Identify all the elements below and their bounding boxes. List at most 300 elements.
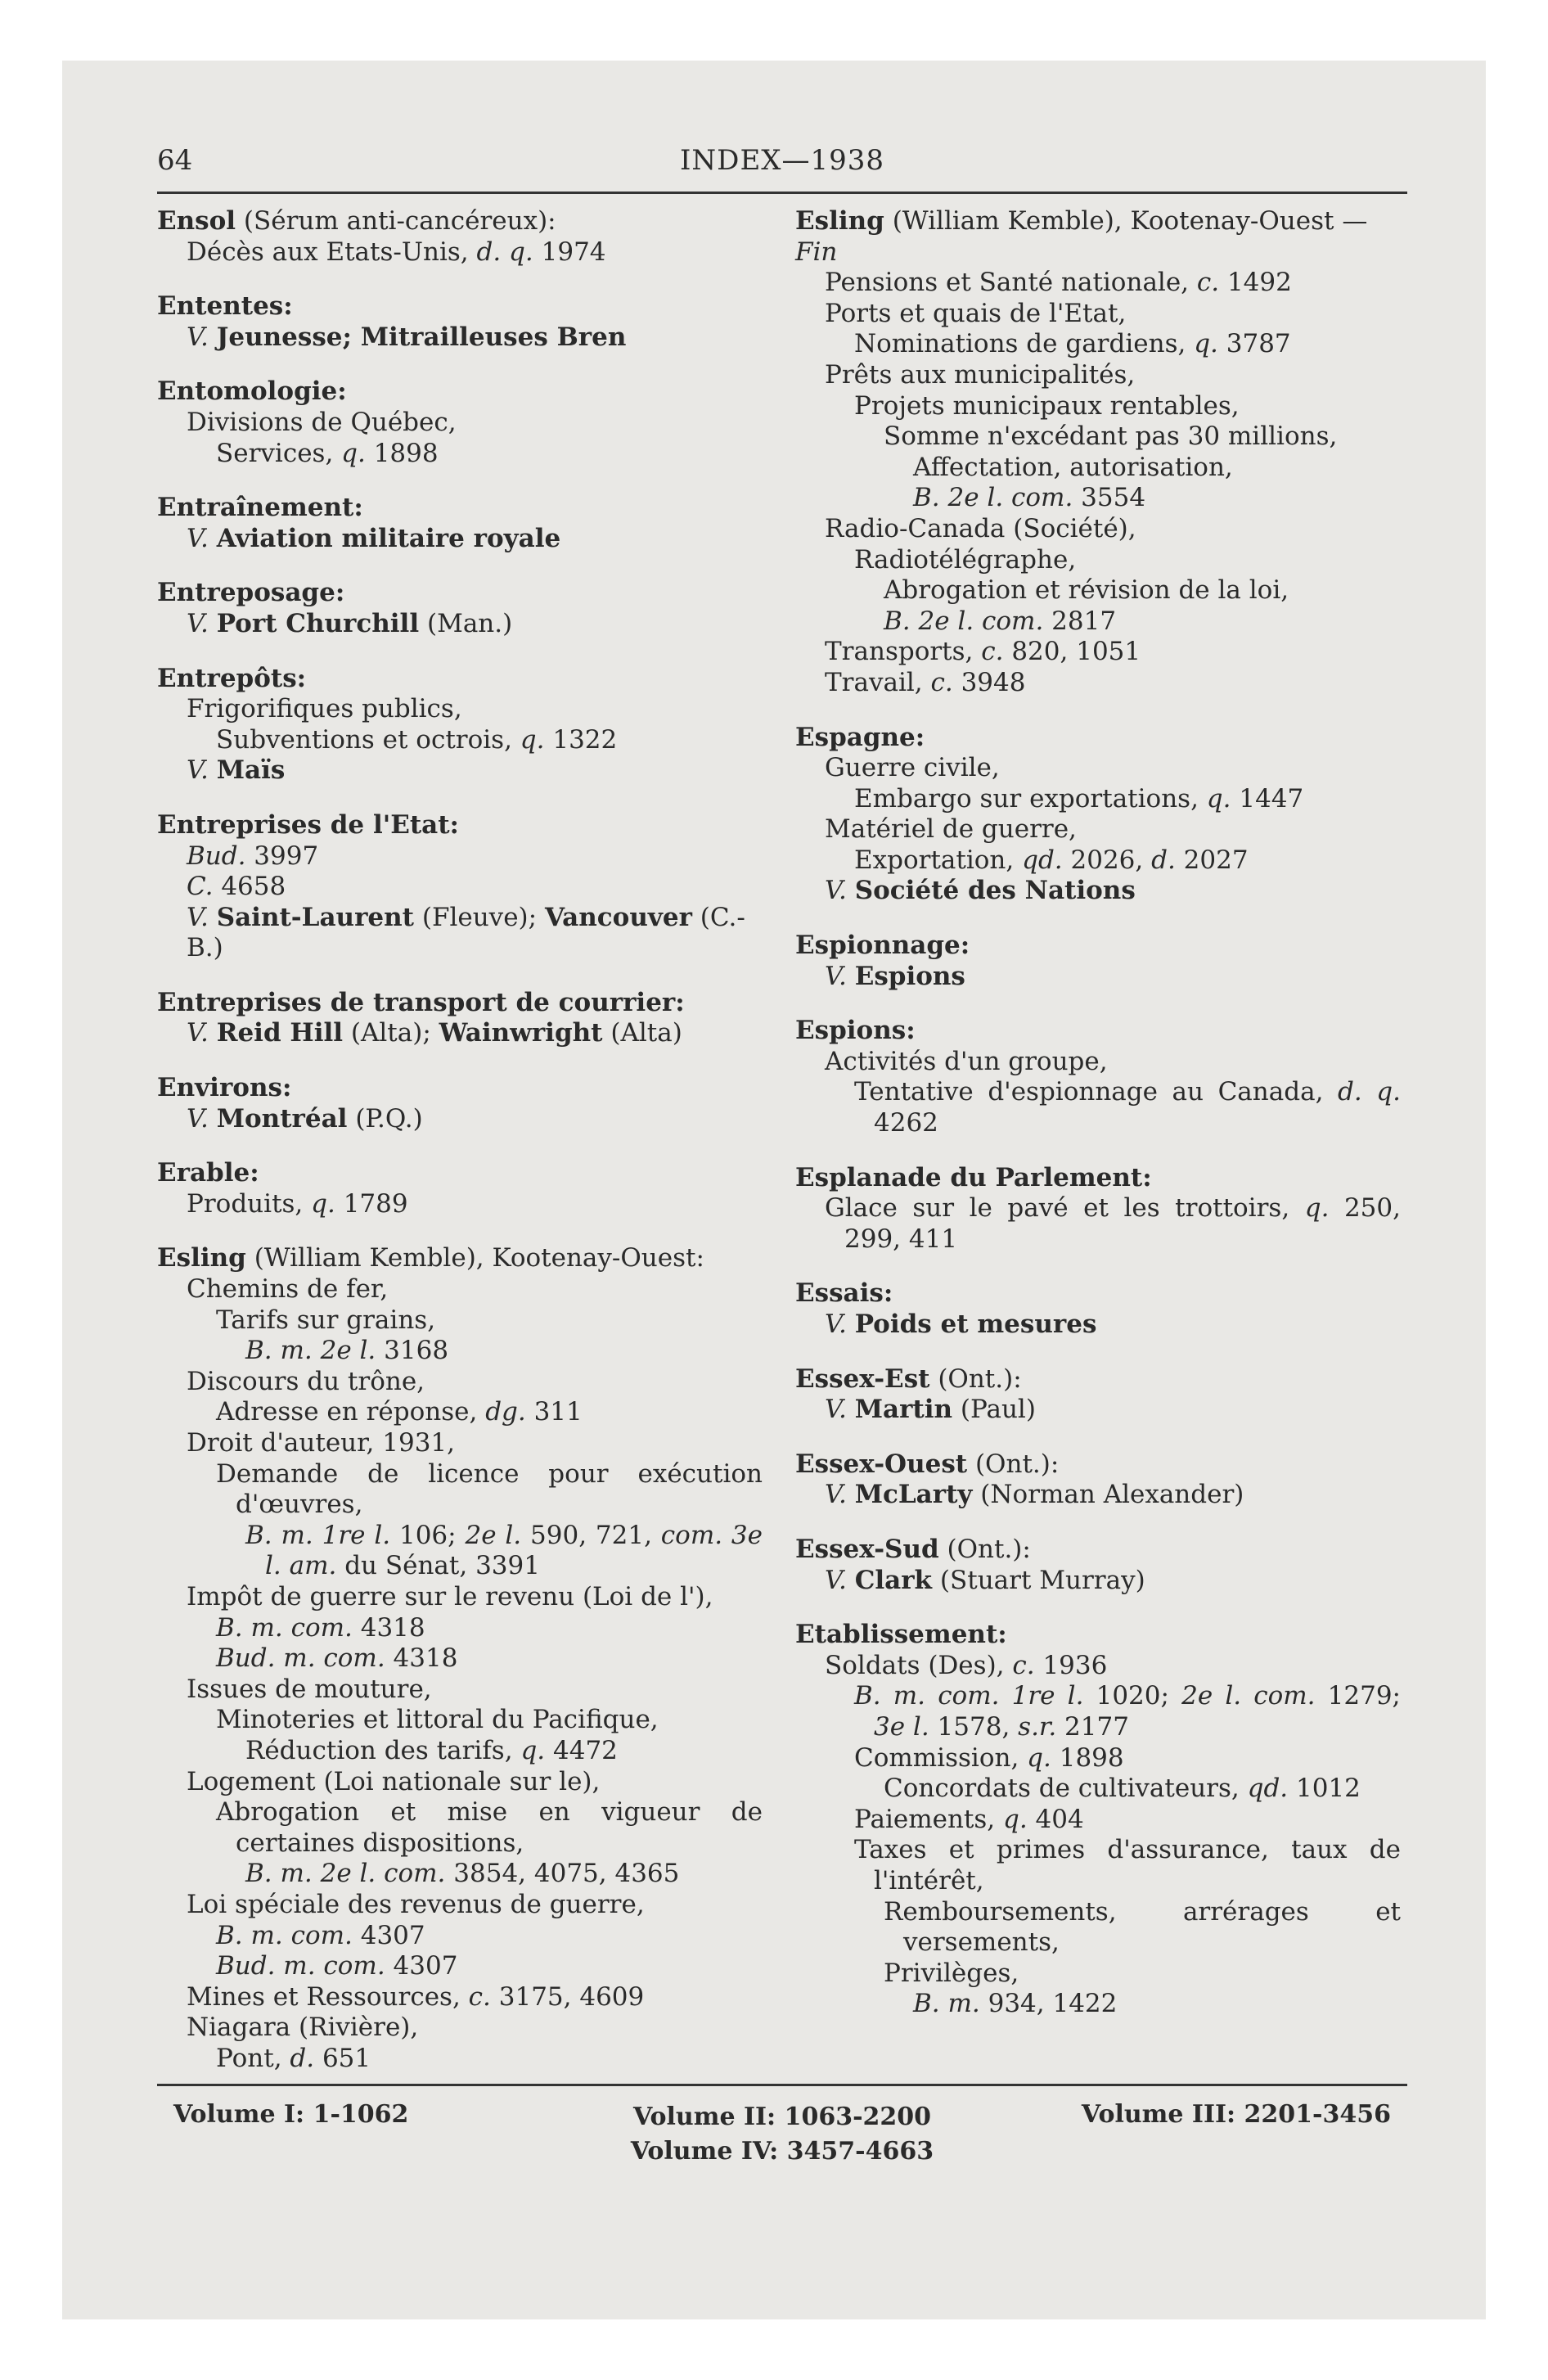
entry-text: Matériel de guerre, — [825, 814, 1077, 845]
index-entry — [157, 1243, 763, 2074]
entry-text: 4307 — [352, 1920, 425, 1950]
entry-text: Projets municipaux rentables, — [854, 390, 1240, 421]
entry-heading — [795, 1364, 1401, 1395]
entry-text: Soldats (Des), — [825, 1650, 1013, 1680]
volume-2-range: Volume II: 1063-2200 — [632, 2103, 932, 2131]
index-entry — [795, 1620, 1401, 2020]
entry-text: 2026, — [1062, 845, 1152, 875]
entry-text — [847, 962, 855, 991]
heading-term: Ensol — [157, 206, 236, 236]
entry-text: Droit d'auteur, 1931, — [187, 1428, 456, 1458]
subentry-line — [795, 1897, 1401, 1959]
italic-abbrev: V. — [187, 1103, 209, 1134]
index-entry — [795, 1449, 1401, 1511]
see-also-line — [795, 876, 1401, 907]
entry-text: 1020; — [1083, 1681, 1182, 1711]
italic-abbrev: B. m. com. — [216, 1920, 353, 1950]
entry-text: 1578, — [929, 1711, 1019, 1742]
entry-text: Pensions et Santé nationale, — [825, 268, 1197, 298]
entry-text: Paiements, — [854, 1804, 1003, 1834]
subentry-line — [157, 1274, 763, 1305]
volume-3-range: Volume III: 2201-3456 — [1081, 2100, 1391, 2129]
entry-text: 1974 — [533, 237, 606, 267]
entry-text: 1279; — [1315, 1681, 1402, 1711]
entry-text: 4658 — [213, 872, 286, 902]
entry-text — [209, 524, 217, 553]
italic-abbrev: c. — [930, 667, 953, 697]
italic-abbrev: V. — [825, 1309, 847, 1339]
heading-term: Esling — [157, 1243, 246, 1273]
italic-abbrev: Bud. m. com. — [216, 1643, 385, 1674]
index-entry — [157, 578, 763, 639]
entry-text: Glace sur le pavé et les trottoirs, — [825, 1193, 1305, 1224]
entry-text: 1898 — [365, 438, 439, 468]
heading-term: Ententes: — [157, 291, 293, 322]
entry-text: Remboursements, arrérages et versements, — [884, 1896, 1401, 1958]
entry-text: Prêts aux municipalités, — [825, 359, 1136, 390]
entry-text: 4318 — [352, 1612, 425, 1643]
entry-text: 404 — [1027, 1804, 1084, 1834]
index-entry — [157, 1073, 763, 1134]
see-also-line — [795, 1309, 1401, 1341]
entry-text: 934, 1422 — [979, 1989, 1118, 2019]
entry-text: (Man.) — [419, 608, 513, 638]
italic-abbrev: V. — [825, 1395, 847, 1425]
index-entry — [157, 1158, 763, 1219]
entry-text: 3997 — [245, 841, 319, 871]
subentry-line — [157, 237, 763, 268]
entry-text — [209, 322, 217, 352]
heading-term: Environs: — [157, 1073, 292, 1103]
entry-text: Demande de licence pour exécution d'œuvres, — [216, 1458, 763, 1520]
entry-text: (Stuart Murray) — [932, 1565, 1145, 1595]
subentry-line — [157, 1951, 763, 1982]
entry-heading — [157, 1158, 763, 1189]
index-column-right — [795, 206, 1401, 2044]
entry-text: 3854, 4075, 4365 — [445, 1859, 680, 1889]
page-number: 64 — [157, 144, 193, 177]
entry-text: Impôt de guerre sur le revenu (Loi de l'), — [187, 1581, 713, 1611]
entry-text: Tarifs sur grains, — [216, 1305, 436, 1335]
volume-4-range: Volume IV: 3457-4663 — [630, 2137, 934, 2166]
italic-abbrev: B. m. com. 1re l. — [854, 1681, 1084, 1711]
entry-text: 590, 721, — [521, 1520, 661, 1550]
entry-text — [209, 609, 217, 638]
see-also-line — [795, 1395, 1401, 1426]
italic-abbrev: V. — [187, 755, 209, 786]
italic-abbrev: q. — [1206, 783, 1231, 814]
entry-text: Exportation, — [854, 845, 1023, 875]
subentry-line — [157, 408, 763, 439]
index-entry — [795, 1163, 1401, 1255]
see-also-line — [157, 755, 763, 787]
heading-note: (Ont.): — [967, 1449, 1060, 1479]
entry-text: 4307 — [385, 1951, 458, 1981]
entry-text: 250, 299, 411 — [844, 1193, 1401, 1254]
entry-text: 106; — [390, 1520, 466, 1550]
index-entry — [157, 810, 763, 964]
entry-text: Tentative d'espionnage au Canada, — [854, 1077, 1339, 1107]
italic-abbrev: q. — [520, 724, 545, 755]
index-entry — [157, 206, 763, 268]
subentry-line — [157, 725, 763, 756]
entry-text: 1322 — [544, 724, 618, 755]
header-rule — [157, 192, 1407, 194]
see-also-line — [795, 1480, 1401, 1511]
entry-text: 1789 — [335, 1188, 408, 1219]
italic-abbrev: 2e l. com. — [1181, 1681, 1316, 1711]
italic-abbrev: c. — [1012, 1650, 1035, 1680]
entry-text: (P.Q.) — [347, 1103, 423, 1134]
italic-abbrev: B. m. 2e l. — [245, 1336, 376, 1366]
entry-heading — [157, 291, 763, 322]
entry-text: Concordats de cultivateurs, — [884, 1774, 1248, 1804]
entry-text — [209, 903, 217, 932]
entry-text: 1492 — [1219, 268, 1292, 298]
italic-abbrev: d. q. — [476, 237, 533, 267]
subentry-line — [795, 1959, 1401, 1990]
subentry-line — [157, 1397, 763, 1428]
entry-text: Abrogation et mise en vigueur de certaines dispositions, — [216, 1797, 763, 1858]
entry-heading — [795, 931, 1401, 962]
italic-abbrev: B. 2e l. com. — [913, 483, 1073, 513]
cross-reference: Saint-Laurent — [216, 902, 414, 932]
subentry-line — [795, 1989, 1401, 2020]
heading-note-italic: Fin — [795, 237, 838, 267]
entry-text: 3175, 4609 — [490, 1981, 645, 2012]
subentry-line — [157, 1767, 763, 1798]
entry-text: Niagara (Rivière), — [187, 2013, 419, 2043]
entry-text: 3787 — [1217, 329, 1291, 359]
entry-text — [847, 1309, 855, 1339]
entry-text: Ports et quais de l'Etat, — [825, 298, 1127, 328]
entry-text: Nominations de gardiens, — [854, 329, 1195, 359]
heading-term: Erable: — [157, 1158, 259, 1188]
subentry-line — [157, 1859, 763, 1890]
subentry-line — [795, 483, 1401, 514]
entry-heading — [157, 578, 763, 609]
subentry-line — [795, 268, 1401, 299]
subentry-line — [157, 2013, 763, 2044]
entry-text: Chemins de fer, — [187, 1274, 389, 1305]
entry-heading — [157, 493, 763, 524]
see-also-line — [157, 1018, 763, 1049]
italic-abbrev: c. — [1196, 268, 1220, 298]
entry-heading — [795, 1449, 1401, 1481]
italic-abbrev: Bud. m. com. — [216, 1951, 385, 1981]
subentry-line — [157, 1736, 763, 1767]
entry-text — [209, 1104, 217, 1134]
italic-abbrev: qd. — [1022, 845, 1063, 875]
heading-term: Entreposage: — [157, 578, 345, 608]
cross-reference: Port Churchill — [216, 608, 420, 638]
heading-term: Entreprises de transport de courrier: — [157, 987, 685, 1017]
index-entry — [795, 1278, 1401, 1340]
entry-heading — [157, 206, 763, 237]
entry-text: Minoteries et littoral du Pacifique, — [216, 1705, 659, 1735]
heading-term: Entraînement: — [157, 493, 363, 523]
subentry-line — [795, 753, 1401, 784]
subentry-line — [157, 1305, 763, 1336]
index-entry — [157, 664, 763, 787]
heading-term: Esplanade du Parlement: — [795, 1162, 1152, 1192]
entry-text: Subventions et octrois, — [216, 724, 520, 755]
entry-text: 1012 — [1288, 1774, 1361, 1804]
entry-text: Frigorifiques publics, — [187, 694, 462, 724]
entry-text: Décès aux Etats-Unis, — [187, 237, 477, 267]
cross-reference: McLarty — [854, 1480, 973, 1510]
see-also-line — [157, 903, 763, 964]
see-also-line — [157, 609, 763, 640]
entry-heading — [795, 1016, 1401, 1047]
entry-text: 820, 1051 — [1003, 637, 1141, 667]
italic-abbrev: q. — [311, 1188, 335, 1219]
entry-text: Privilèges, — [884, 1958, 1019, 1988]
subentry-line — [157, 439, 763, 470]
subentry-line — [157, 1428, 763, 1459]
entry-text: 4262 — [874, 1108, 938, 1138]
subentry-line — [795, 453, 1401, 484]
entry-text: Pont, — [216, 2043, 290, 2073]
index-entry — [157, 988, 763, 1049]
italic-abbrev: c. — [468, 1981, 491, 2012]
heading-term: Espionnage: — [795, 931, 970, 961]
entry-text: 3948 — [952, 667, 1026, 697]
cross-reference: Maïs — [216, 755, 286, 786]
entry-text: Activités d'un groupe, — [825, 1046, 1108, 1076]
entry-text: (Norman Alexander) — [972, 1480, 1244, 1510]
subentry-line — [157, 1890, 763, 1921]
entry-text: 2027 — [1175, 845, 1249, 875]
entry-text — [209, 1018, 217, 1048]
entry-text: Commission, — [854, 1742, 1028, 1773]
heading-note: (Ont.): — [929, 1364, 1022, 1394]
subentry-line — [795, 391, 1401, 422]
entry-text: Réduction des tarifs, — [245, 1735, 521, 1765]
italic-abbrev: V. — [187, 902, 209, 932]
subentry-line — [157, 694, 763, 725]
see-also-line — [157, 322, 763, 354]
subentry-line — [795, 1651, 1401, 1682]
cross-reference: Wainwright — [439, 1018, 603, 1048]
italic-abbrev: B. m. — [913, 1989, 980, 2019]
entry-text: Logement (Loi nationale sur le), — [187, 1766, 601, 1796]
volume-1-range: Volume I: 1-1062 — [173, 2100, 409, 2129]
subentry-line — [157, 1643, 763, 1675]
entry-heading — [157, 1073, 763, 1104]
index-entry — [795, 206, 1401, 699]
subentry-line — [795, 299, 1401, 330]
subentry-line — [795, 514, 1401, 545]
entry-heading — [795, 206, 1401, 268]
subentry-line — [795, 545, 1401, 576]
index-entry — [795, 1364, 1401, 1426]
entry-text: Issues de mouture, — [187, 1674, 432, 1704]
entry-text: Loi spéciale des revenus de guerre, — [187, 1889, 645, 1919]
index-column-left — [157, 206, 763, 2098]
cross-reference: Martin — [854, 1395, 953, 1425]
italic-abbrev: q. — [1003, 1804, 1028, 1834]
italic-abbrev: B. m. 1re l. — [245, 1520, 391, 1550]
entry-text — [847, 1480, 855, 1509]
entry-text: 1898 — [1051, 1742, 1124, 1773]
italic-abbrev: s.r. — [1018, 1711, 1057, 1742]
see-also-line — [157, 1104, 763, 1135]
entry-text: Services, — [216, 438, 342, 468]
heading-note: (Sérum anti-cancéreux): — [236, 206, 556, 236]
subentry-line — [795, 845, 1401, 877]
italic-abbrev: B. m. com. — [216, 1612, 353, 1643]
index-entry — [795, 1535, 1401, 1596]
subentry-line — [157, 1521, 763, 1582]
italic-abbrev: d. — [290, 2043, 315, 2073]
subentry-line — [795, 1774, 1401, 1805]
italic-abbrev: V. — [825, 876, 847, 906]
italic-abbrev: d. — [1151, 845, 1176, 875]
italic-abbrev: dg. — [485, 1397, 526, 1427]
subentry-line — [795, 1193, 1401, 1255]
entry-heading — [795, 1278, 1401, 1309]
italic-abbrev: com. 3e l. am. — [265, 1520, 763, 1581]
entry-text: Radio-Canada (Société), — [825, 513, 1136, 543]
entry-text: 3168 — [376, 1336, 449, 1366]
entry-heading — [795, 1535, 1401, 1566]
entry-text: Abrogation et révision de la loi, — [884, 575, 1289, 606]
italic-abbrev: q. — [1027, 1742, 1051, 1773]
entry-text — [209, 755, 217, 785]
entry-text: (Paul) — [952, 1395, 1036, 1425]
entry-text: (Alta) — [602, 1018, 682, 1048]
entry-text — [847, 1566, 855, 1595]
heading-note: (William Kemble), Kootenay-Ouest — — [884, 206, 1368, 236]
index-entry — [157, 493, 763, 554]
entry-text: (C.-B.) — [187, 902, 745, 963]
entry-text: Produits, — [187, 1188, 312, 1219]
italic-abbrev: B. m. 2e l. com. — [245, 1859, 446, 1889]
entry-heading — [795, 1620, 1401, 1651]
italic-abbrev: d. q. — [1338, 1077, 1401, 1107]
entry-text: 4472 — [545, 1735, 618, 1765]
entry-text: 651 — [314, 2043, 371, 2073]
index-entry — [157, 376, 763, 469]
page-title: INDEX—1938 — [680, 144, 884, 177]
subentry-line — [795, 575, 1401, 606]
page-header — [157, 139, 1407, 188]
see-also-line — [795, 1566, 1401, 1597]
entry-text: (Alta); — [343, 1018, 439, 1048]
entry-text: Transports, — [825, 637, 982, 667]
index-entry — [795, 723, 1401, 908]
entry-text: 1936 — [1034, 1650, 1108, 1680]
subentry-line — [157, 1797, 763, 1859]
subentry-line — [795, 1835, 1401, 1896]
subentry-line — [795, 1681, 1401, 1742]
entry-text: 311 — [525, 1397, 583, 1427]
heading-term: Essex-Est — [795, 1364, 930, 1394]
italic-abbrev: V. — [187, 608, 209, 638]
entry-heading — [157, 810, 763, 841]
subentry-line — [157, 872, 763, 903]
heading-term: Essex-Ouest — [795, 1449, 968, 1479]
entry-heading — [795, 1163, 1401, 1194]
entry-heading — [157, 988, 763, 1019]
subentry-line — [795, 606, 1401, 638]
subentry-line — [157, 1336, 763, 1367]
subentry-line — [795, 421, 1401, 453]
italic-abbrev: V. — [825, 961, 847, 991]
subentry-line — [795, 1743, 1401, 1774]
subentry-line — [157, 1367, 763, 1398]
entry-text: Guerre civile, — [825, 753, 1000, 783]
heading-note: (Ont.): — [938, 1534, 1031, 1564]
subentry-line — [157, 841, 763, 872]
subentry-line — [157, 2044, 763, 2075]
subentry-line — [795, 1077, 1401, 1138]
italic-abbrev: qd. — [1247, 1774, 1289, 1804]
index-entry — [795, 931, 1401, 992]
heading-term: Essex-Sud — [795, 1534, 939, 1564]
italic-abbrev: V. — [825, 1480, 847, 1510]
heading-note: (William Kemble), Kootenay-Ouest: — [245, 1243, 704, 1273]
cross-reference: Montréal — [216, 1103, 348, 1134]
subentry-line — [795, 1047, 1401, 1078]
subentry-line — [795, 637, 1401, 668]
entry-text: Discours du trône, — [187, 1366, 425, 1396]
italic-abbrev: B. 2e l. com. — [884, 606, 1044, 636]
cross-reference: Reid Hill — [216, 1018, 344, 1048]
index-entry — [157, 291, 763, 353]
entry-text: 1447 — [1231, 783, 1304, 814]
subentry-line — [157, 1921, 763, 1952]
subentry-line — [795, 329, 1401, 360]
heading-term: Esling — [795, 206, 884, 236]
entry-text: du Sénat, 3391 — [336, 1551, 540, 1581]
heading-term: Espagne: — [795, 722, 925, 752]
entry-text: Adresse en réponse, — [216, 1397, 486, 1427]
italic-abbrev: V. — [187, 322, 209, 352]
italic-abbrev: V. — [825, 1565, 847, 1595]
cross-reference: Poids et mesures — [854, 1309, 1097, 1339]
subentry-line — [157, 1675, 763, 1706]
entry-text — [847, 876, 855, 905]
heading-term: Etablissement: — [795, 1620, 1007, 1650]
italic-abbrev: 3e l. — [874, 1711, 929, 1742]
entry-text: (Fleuve); — [414, 902, 545, 932]
entry-heading — [795, 723, 1401, 754]
entry-text: Mines et Ressources, — [187, 1981, 469, 2012]
italic-abbrev: q. — [1304, 1193, 1330, 1224]
footer-rule — [157, 2084, 1407, 2086]
subentry-line — [795, 360, 1401, 391]
subentry-line — [795, 784, 1401, 815]
entry-text: Travail, — [825, 667, 931, 697]
heading-term: Entreprises de l'Etat: — [157, 809, 460, 840]
subentry-line — [795, 1805, 1401, 1836]
subentry-line — [157, 1189, 763, 1220]
entry-text: Taxes et primes d'assurance, taux de l'intérêt, — [854, 1835, 1401, 1895]
entry-text: Somme n'excédant pas 30 millions, — [884, 421, 1338, 452]
cross-reference: Jeunesse; Mitrailleuses Bren — [216, 322, 627, 352]
italic-abbrev: C. — [187, 872, 214, 902]
cross-reference: Société des Nations — [854, 876, 1136, 906]
heading-term: Entomologie: — [157, 376, 347, 407]
entry-text — [847, 1395, 855, 1424]
italic-abbrev: Bud. — [187, 841, 246, 871]
entry-text: Embargo sur exportations, — [854, 783, 1207, 814]
entry-text: 2177 — [1056, 1711, 1129, 1742]
italic-abbrev: V. — [187, 523, 209, 553]
volume-footer — [157, 2100, 1407, 2174]
